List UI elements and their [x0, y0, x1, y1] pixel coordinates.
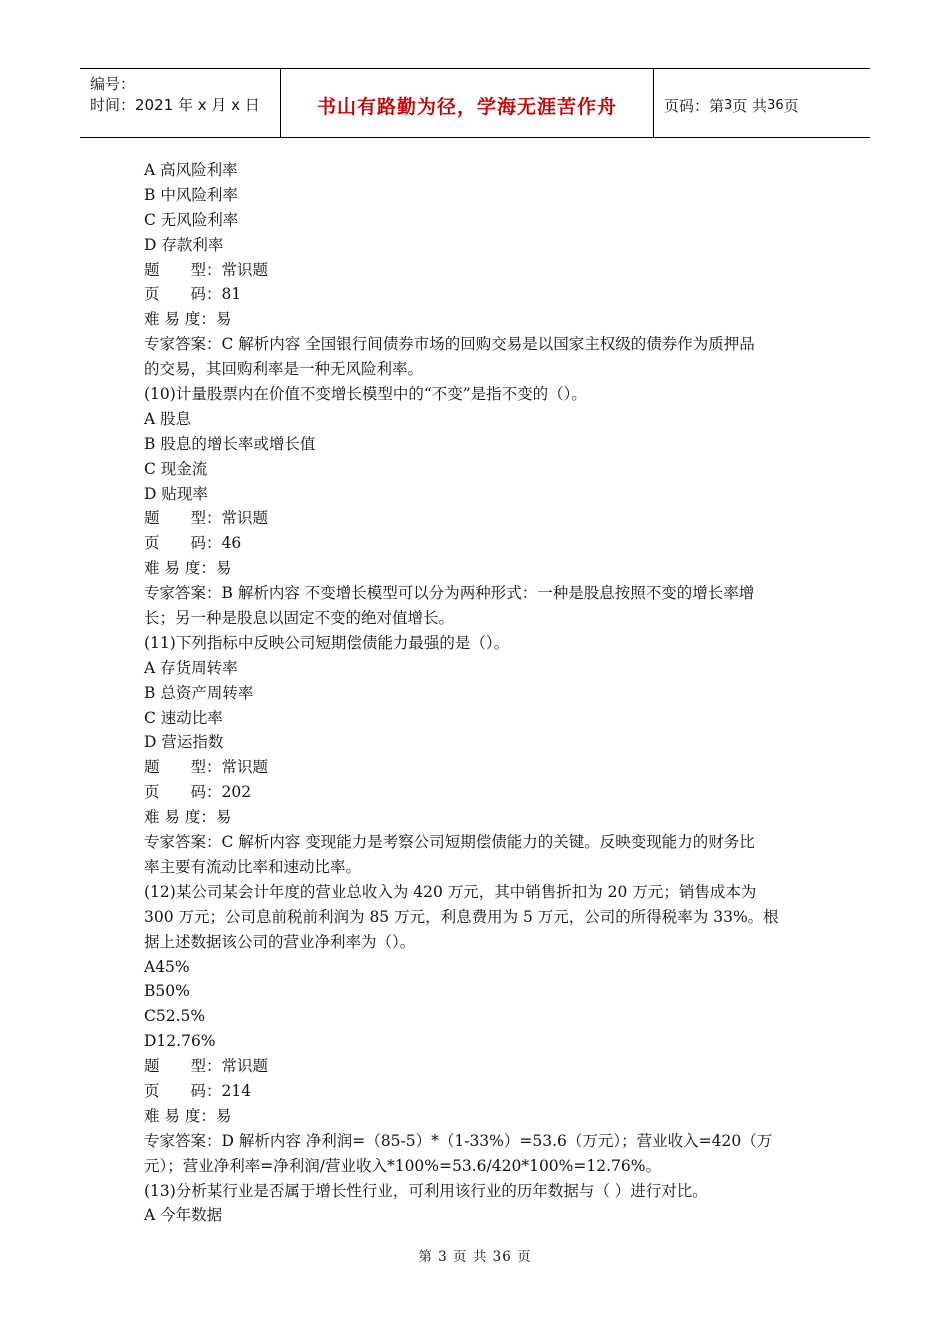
text-line: 题 型：常识题: [144, 758, 269, 777]
text-line: 页 码：81: [144, 285, 242, 304]
page-mid: 页 共: [732, 96, 768, 115]
text-line: D 营运指数: [144, 733, 224, 752]
text-line: A 存货周转率: [144, 658, 238, 677]
text-line: A 今年数据: [144, 1206, 223, 1225]
text-line: B 总资产周转率: [144, 683, 254, 702]
page-total: 36: [767, 97, 784, 113]
text-line: 元）；营业净利率=净利润/营业收入*100%=53.6/420*100%=12.76%。: [144, 1156, 661, 1175]
text-line: D12.76%: [144, 1032, 216, 1051]
text-line: B 股息的增长率或增长值: [144, 434, 316, 453]
text-line: (13)分析某行业是否属于增长性行业，可利用该行业的历年数据与（ ）进行对比。: [144, 1181, 708, 1200]
page-footer: 第 3 页 共 36 页: [418, 1249, 532, 1265]
text-line: 难 易 度：易: [144, 559, 232, 578]
text-line: 专家答案：C 解析内容 全国银行间债券市场的回购交易是以国家主权级的债券作为质押品: [144, 335, 755, 354]
number-label: 编号：: [90, 75, 136, 93]
text-line: A45%: [144, 957, 190, 976]
text-line: (10)计量股票内在价值不变增长模型中的“不变”是指不变的（）。: [144, 385, 587, 404]
text-line: C 现金流: [144, 459, 208, 478]
text-line: 率主要有流动比率和速动比率。: [144, 857, 362, 876]
text-line: 题 型：常识题: [144, 509, 269, 528]
date-label: 时间：2021 年 x 月 x 日: [90, 96, 260, 114]
text-line: C 速动比率: [144, 708, 223, 727]
header-meta: [80, 69, 281, 137]
text-line: C 无风险利率: [144, 210, 239, 229]
text-line: (12)某公司某会计年度的营业总收入为 420 万元，其中销售折扣为 20 万元；销售成本为: [144, 882, 757, 901]
text-line: 难 易 度：易: [144, 808, 232, 827]
text-line: 难 易 度：易: [144, 310, 232, 329]
text-line: 页 码：214: [144, 1081, 252, 1100]
text-line: A 高风险利率: [144, 161, 238, 179]
text-line: D 存款利率: [144, 235, 224, 254]
text-line: C52.5%: [144, 1007, 206, 1026]
question-content: [144, 158, 810, 1228]
page-header: [80, 68, 870, 138]
text-line: 页 码：46: [144, 534, 242, 553]
text-line: 专家答案：D 解析内容 净利润=（85-5）*（1-33%）=53.6（万元）；营业收入=420（万: [144, 1131, 773, 1150]
text-line: 长；另一种是股息以固定不变的绝对值增长。: [144, 609, 455, 628]
page-suffix: 页: [783, 96, 799, 115]
header-page-info: [654, 69, 870, 137]
text-line: 的交易，其回购利率是一种无风险利率。: [144, 360, 424, 379]
text-line: 题 型：常识题: [144, 260, 269, 279]
text-line: 页 码：202: [144, 783, 252, 802]
text-line: 题 型：常识题: [144, 1057, 269, 1076]
text-line: 据上述数据该公司的营业净利率为（）。: [144, 932, 416, 951]
text-line: 专家答案：B 解析内容 不变增长模型可以分为两种形式：一种是股息按照不变的增长率增: [144, 584, 755, 603]
text-line: B 中风险利率: [144, 185, 238, 204]
page-current: 3: [724, 97, 733, 113]
text-line: D 贴现率: [144, 484, 208, 503]
header-motto: 书山有路勤为径，学海无涯苦作舟: [281, 69, 654, 137]
text-line: 难 易 度：易: [144, 1106, 232, 1125]
text-line: A 股息: [144, 409, 192, 428]
text-line: (11)下列指标中反映公司短期偿债能力最强的是（）。: [144, 633, 510, 652]
text-line: 300 万元；公司息前税前利润为 85 万元，利息费用为 5 万元，公司的所得税率为 33%。根: [144, 907, 779, 926]
page-prefix: 页码：第: [664, 96, 725, 115]
text-line: 专家答案：C 解析内容 变现能力是考察公司短期偿债能力的关键。反映变现能力的财务比: [144, 833, 755, 852]
text-line: B50%: [144, 982, 190, 1001]
